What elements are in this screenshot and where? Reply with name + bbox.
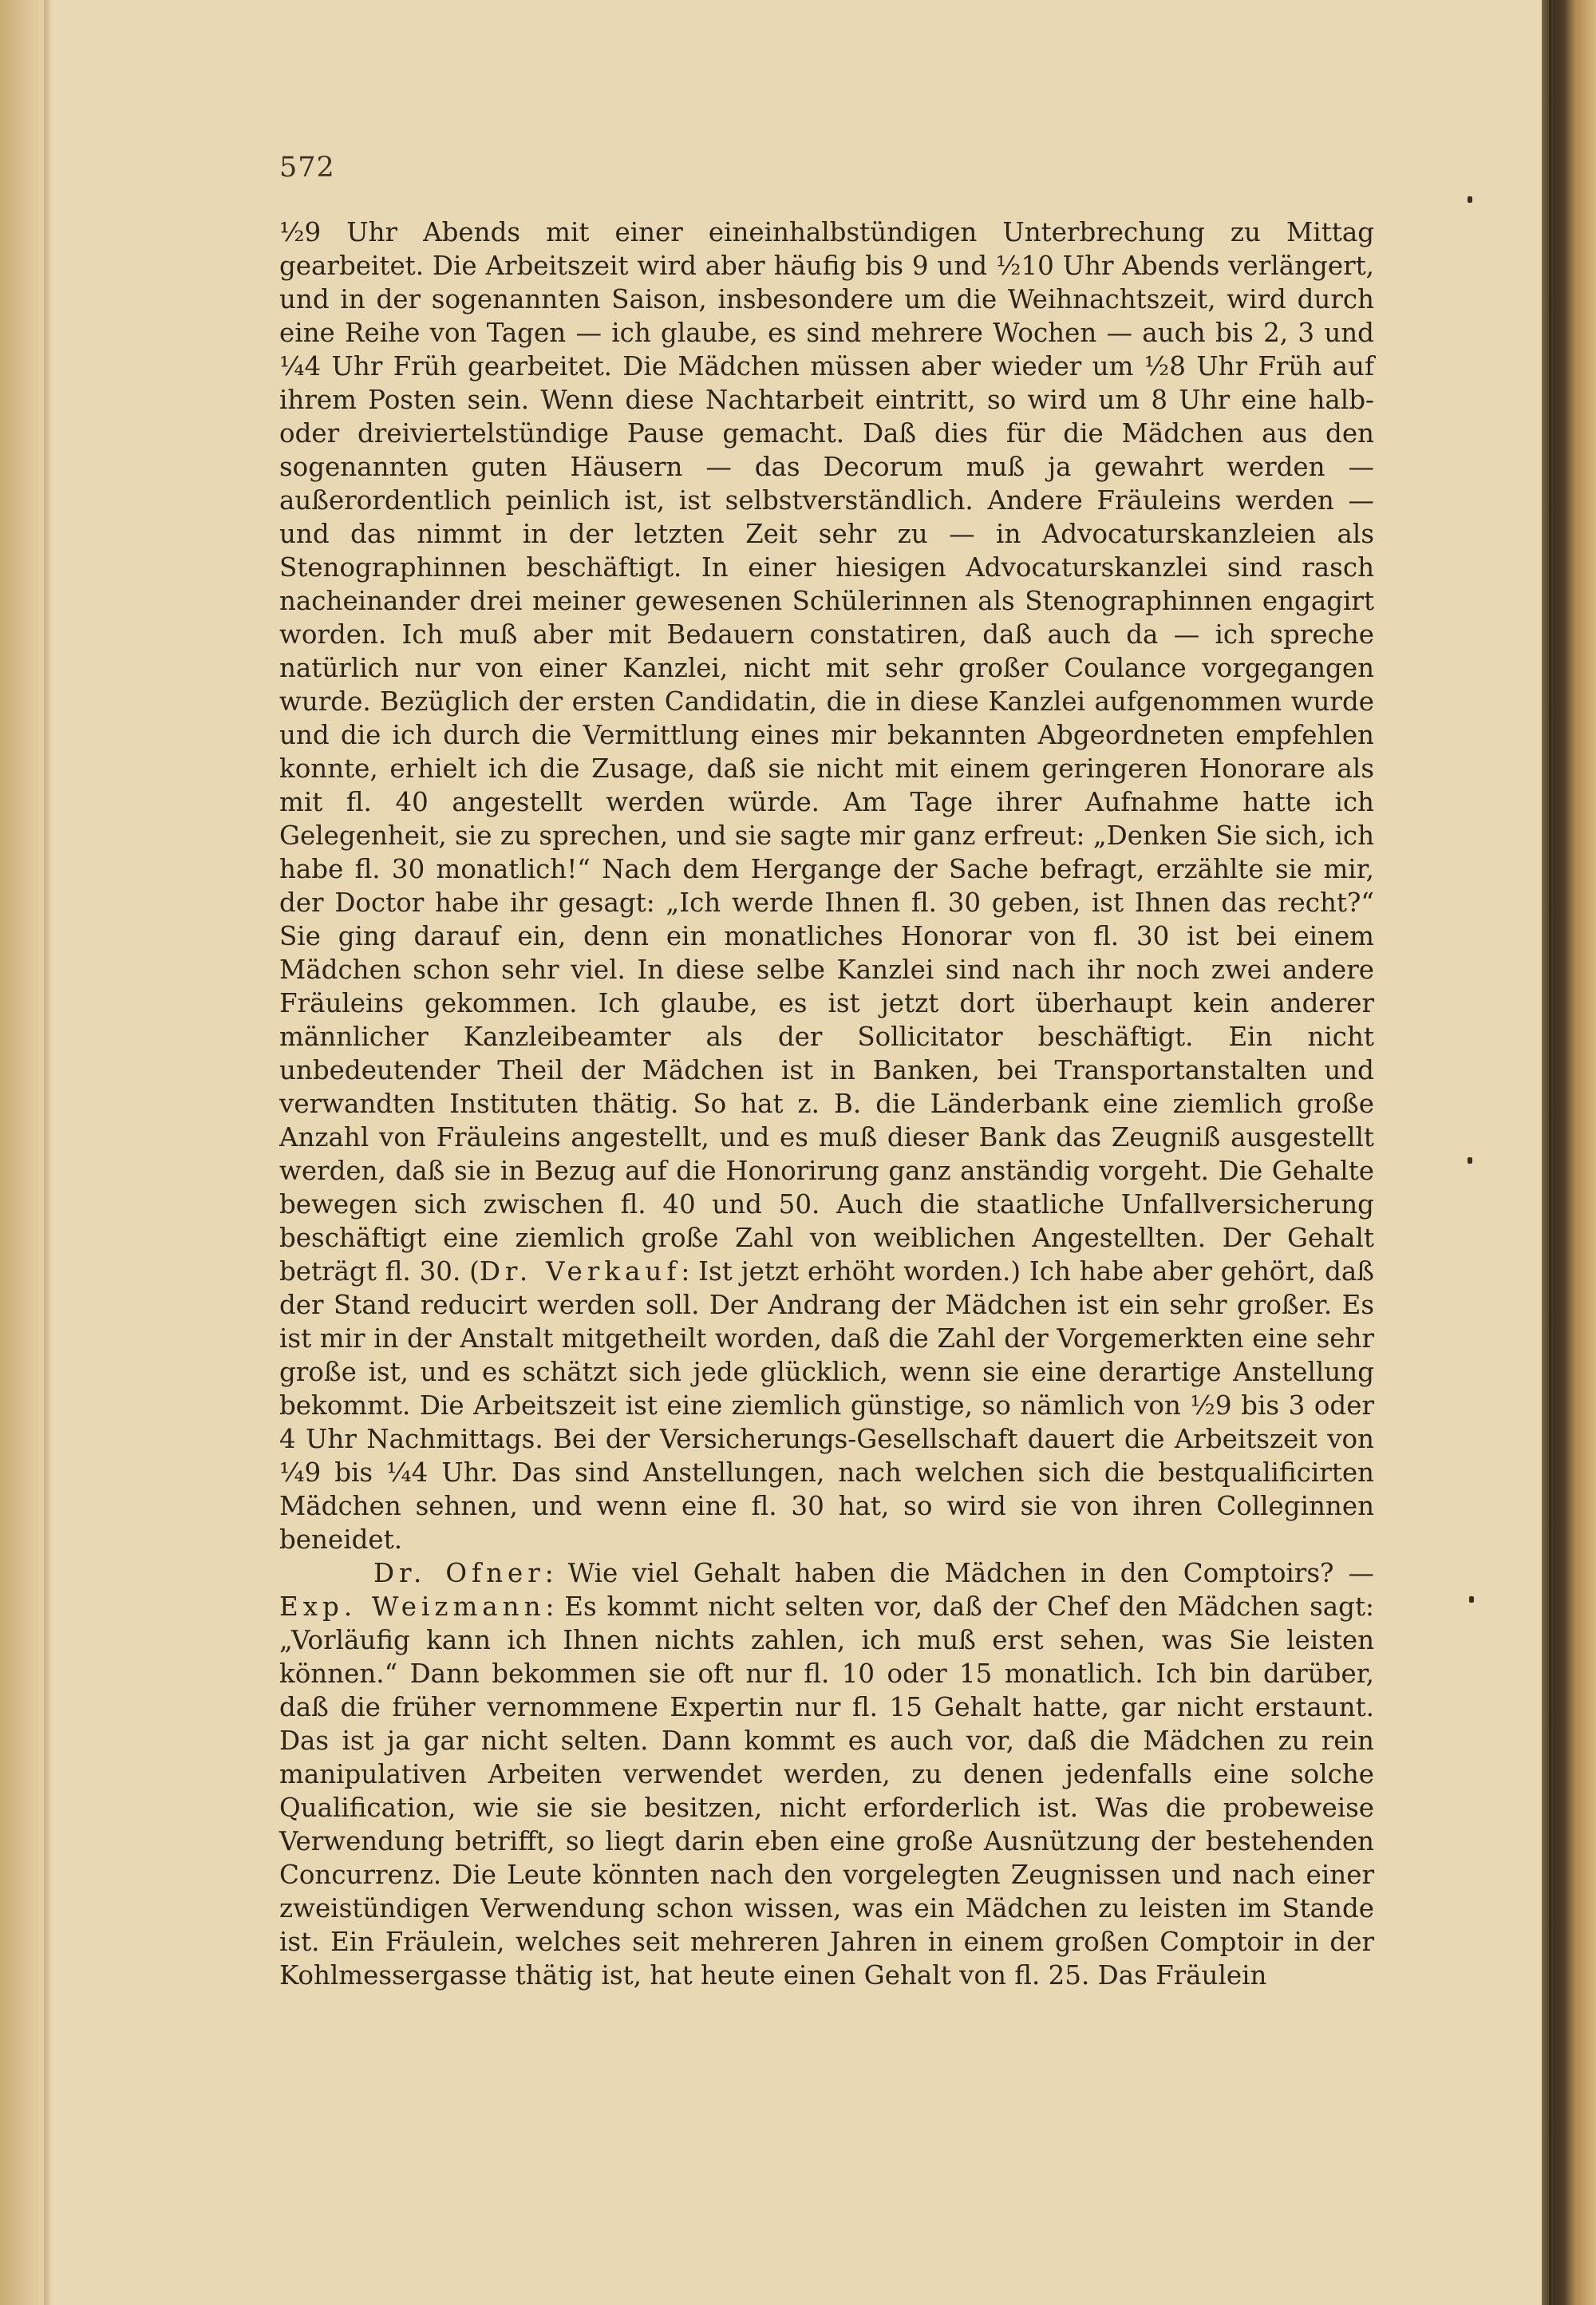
paragraph	[279, 215, 1374, 1556]
body-text	[279, 215, 1374, 1992]
print-speck	[1468, 196, 1472, 203]
speaker-statement: : Wie viel Gehalt haben die Mädchen in den Comptoirs? —	[544, 1558, 1374, 1588]
speaker-name: Exp. Weizmann	[279, 1591, 546, 1622]
left-page-edge	[0, 0, 49, 2305]
print-speck	[1468, 1157, 1472, 1164]
paragraph-text: ½9 Uhr Abends mit einer eineinhalbstündigen Unterbrechung zu Mittag gearbeitet. Die Arbeitszeit wird aber häufig bis 9 und ½10 Uhr Abends verlängert, und in der sogenannten Saison, insbesondere um die Weihnachtszeit, wird durch eine Reihe von Tagen — ich glaube, es sind mehrere Wochen — auch bis 2, 3 und ¼4 Uhr Früh gearbeitet. Die Mädchen müssen aber wieder um ½8 Uhr Früh auf ihrem Posten sein. Wenn diese Nachtarbeit eintritt, so wird um 8 Uhr eine halb- oder dreiviertelstündige Pause gemacht. Daß dies für die Mädchen aus den sogenannten guten Häusern — das Decorum muß ja gewahrt werden — außerordentlich peinlich ist, ist selbstverständlich. Andere Fräuleins werden — und das nimmt in der letzten Zeit sehr zu — in Advocaturskanzleien als Stenographinnen beschäftigt. In einer hiesigen Advocaturskanzlei sind rasch nacheinander drei meiner gewesenen Schülerinnen als Stenographinnen engagirt worden. Ich muß aber mit Bedauern constatiren, daß auch da — ich spreche natürlich nur von einer Kanzlei, nicht mit sehr großer Coulance vorgegangen wurde. Bezüglich der ersten Candidatin, die in diese Kanzlei aufgenommen wurde und die ich durch die Vermittlung eines mir bekannten Abgeordneten empfehlen konnte, erhielt ich die Zusage, daß sie nicht mit einem geringeren Honorare als mit fl. 40 angestellt werden würde. Am Tage ihrer Aufnahme hatte ich Gelegenheit, sie zu sprechen, und sie sagte mir ganz erfreut: „Denken Sie sich, ich habe fl. 30 monatlich!“ Nach dem Hergange der Sache befragt, erzählte sie mir, der Doctor habe ihr gesagt: „Ich werde Ihnen fl. 30 geben, ist Ihnen das recht?“ Sie ging darauf ein, denn ein monatliches Honorar von fl. 30 ist bei einem Mädchen schon sehr viel. In diese selbe Kanzlei sind nach ihr noch zwei andere Fräuleins gekommen. Ich glaube, es ist jetzt dort überhaupt kein anderer männlicher Kanzleibeamter als der Sollicitator beschäftigt. Ein nicht unbedeutender Theil der Mädchen ist in Banken, bei Transportanstalten und verwandten Instituten thätig. So hat z. B. die Länderbank eine ziemlich große Anzahl von Fräuleins angestellt, und es muß dieser Bank das Zeugniß ausgestellt werden, daß sie in Bezug auf die Honorirung ganz anständig vorgeht. Die Gehalte bewegen sich zwischen fl. 40 und 50. Auch die staatliche Unfallversicherung beschäftigt eine ziemlich große Zahl von weiblichen Angestellten. Der Gehalt beträgt fl. 30. (	[279, 217, 1374, 1287]
print-speck	[1469, 1596, 1474, 1603]
page-number: 572	[279, 152, 335, 184]
interjection-speaker: Dr. Verkauf	[479, 1256, 681, 1287]
speaker-name: Dr. Ofner	[373, 1558, 545, 1588]
speaker-statement: : Es kommt nicht selten vor, daß der Chef den Mädchen sagt: „Vorläufig kann ich Ihnen nichts zahlen, ich muß erst sehen, was Sie leisten können.“ Dann bekommen sie oft nur fl. 10 oder 15 monatlich. Ich bin darüber, daß die früher vernommene Expertin nur fl. 15 Gehalt hatte, gar nicht erstaunt. Das ist ja gar nicht selten. Dann kommt es auch vor, daß die Mädchen zu rein manipulativen Arbeiten verwendet werden, zu denen jedenfalls eine solche Qualification, wie sie sie besitzen, nicht erforderlich ist. Was die probeweise Verwendung betrifft, so liegt darin eben eine große Ausnützung der bestehenden Concurrenz. Die Leute könnten nach den vorgelegten Zeugnissen und nach einer zweistündigen Verwendung schon wissen, was ein Mädchen zu leisten im Stande ist. Ein Fräulein, welches seit mehreren Jahren in einem großen Comptoir in der Kohlmessergasse thätig ist, hat heute einen Gehalt von fl. 25. Das Fräulein	[279, 1591, 1374, 1991]
interjection-text: : Ist jetzt erhöht worden.)	[681, 1256, 1021, 1287]
dialogue-paragraph	[279, 1556, 1374, 1992]
gutter-line	[1549, 0, 1551, 2305]
left-edge-shadow	[44, 0, 52, 2305]
paragraph-text-continued: Ich habe aber gehört, daß der Stand reducirt werden soll. Der Andrang der Mädchen ist ein sehr großer. Es ist mir in der Anstalt mitgetheilt worden, daß die Zahl der Vorgemerkten eine sehr große ist, und es schätzt sich jede glücklich, wenn sie eine derartige Anstellung bekommt. Die Arbeitszeit ist eine ziemlich günstige, so nämlich von ½9 bis 3 oder 4 Uhr Nachmittags. Bei der Versicherungs-Gesellschaft dauert die Arbeitszeit von ¼9 bis ¼4 Uhr. Das sind Anstellungen, nach welchen sich die bestqualificirten Mädchen sehnen, und wenn eine fl. 30 hat, so wird sie von ihren Colleginnen beneidet.	[279, 1256, 1374, 1555]
